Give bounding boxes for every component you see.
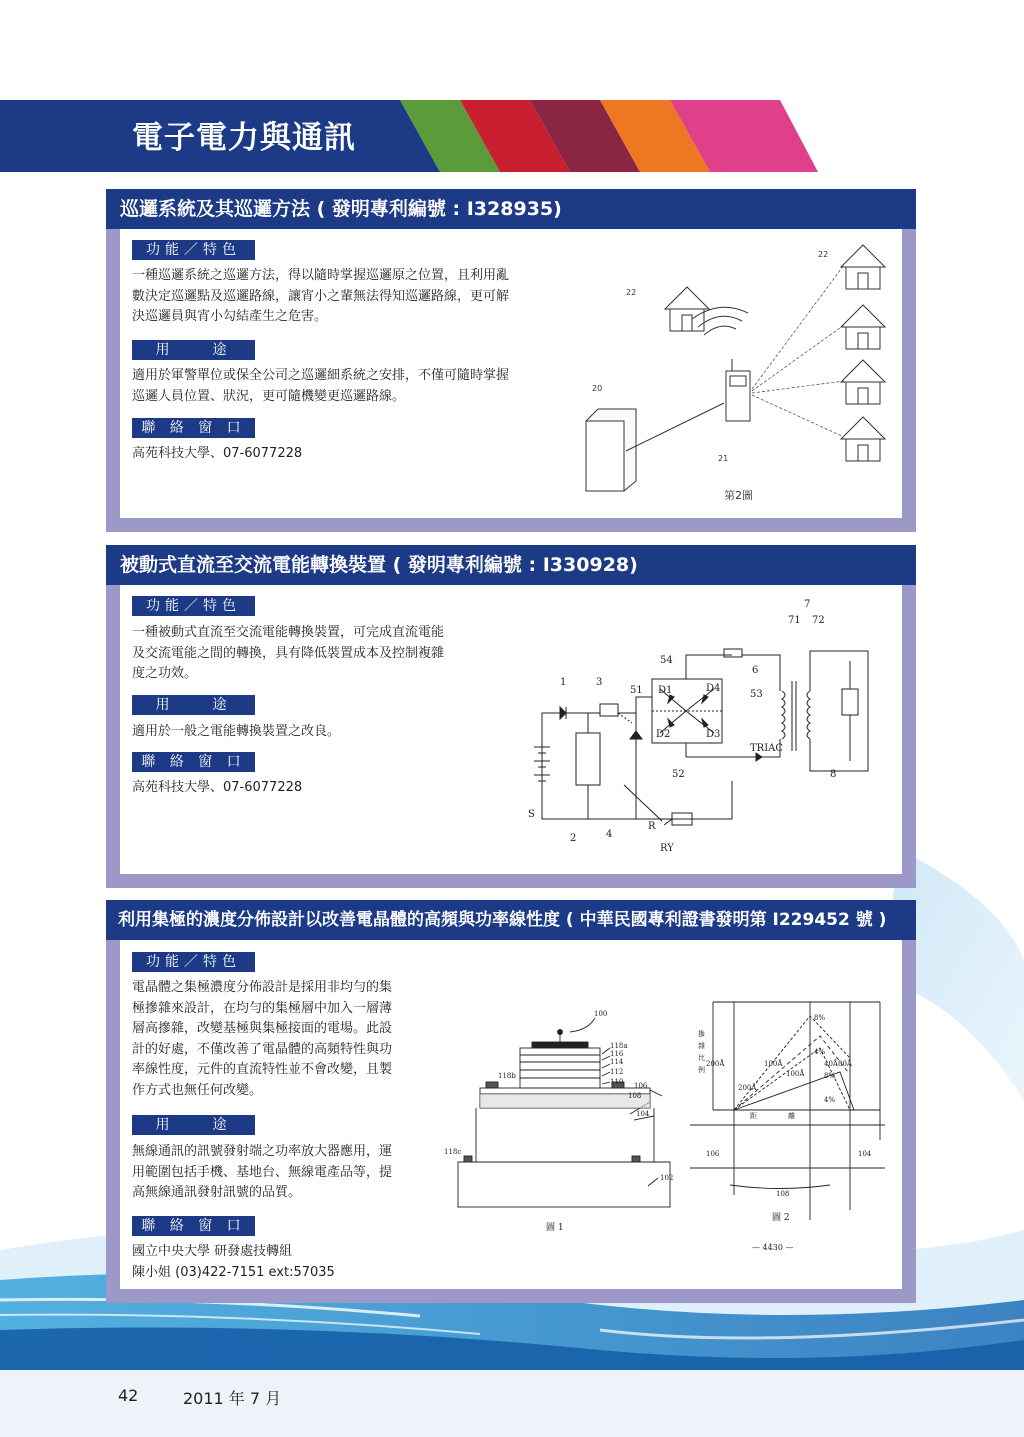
contact-tag: 聯 絡 窗 口 xyxy=(132,1216,255,1236)
patrol-system-figure xyxy=(120,229,902,519)
transistor-figures xyxy=(120,940,902,1290)
page-number: 42 xyxy=(118,1386,139,1405)
patent-card-patrol xyxy=(106,189,916,532)
fig-label: 54 xyxy=(660,655,673,666)
fig-label: D2 xyxy=(656,729,671,740)
figure-caption: 圖 1 xyxy=(546,1223,564,1233)
fig-label: 例 xyxy=(698,1066,705,1074)
feature-tag: 功能／特色 xyxy=(132,952,255,972)
fig-label: D3 xyxy=(706,729,721,740)
fig-label: 8% xyxy=(824,1072,836,1080)
card-title: 利用集極的濃度分佈設計以改善電晶體的高頻與功率線性度 ( 中華民國專利證書發明第 I229452 號 ) xyxy=(106,900,916,940)
fig-label: 51 xyxy=(630,685,643,696)
fig-label: 4% xyxy=(814,1048,826,1056)
feature-text: 一種被動式直流至交流電能轉換裝置，可完成直流電能 及交流電能之間的轉換，具有降低裝置成本及控制複雜 度之功效。 xyxy=(132,625,445,681)
fig-label: 8 xyxy=(830,769,837,780)
fig-label: 52 xyxy=(672,769,685,780)
fig-label: 雜 xyxy=(698,1042,705,1050)
use-text: 無線通訊的訊號發射端之功率放大器應用，運 用範圍包括手機、基地台、無線電產品等，提 高無線通訊發射訊號的品質。 xyxy=(132,1144,393,1200)
fig-label: R xyxy=(648,821,656,832)
feature-tag: 功能／特色 xyxy=(132,240,255,260)
contact-text: 國立中央大學 研發處技轉組 陳小姐 (03)422-7151 ext:57035 xyxy=(132,1244,335,1280)
fig-label: 6 xyxy=(752,665,759,676)
fig-label: 104 xyxy=(636,1110,650,1118)
fig-label: 22 xyxy=(626,288,637,297)
use-text: 適用於軍警單位或保全公司之巡邏細系統之安排，不僅可隨時掌握 巡邏人員位置、狀況，更可隨機變更巡邏路線。 xyxy=(132,368,510,404)
fig-label: 106 xyxy=(634,1082,648,1090)
fig-label: 80Å xyxy=(838,1060,852,1068)
fig-label: 108 xyxy=(628,1092,642,1100)
card-title: 被動式直流至交流電能轉換裝置 ( 發明專利編號 : I330928) xyxy=(106,545,916,585)
card-body xyxy=(120,229,902,518)
fig-label: 摻 xyxy=(698,1030,705,1038)
feature-text: 電晶體之集極濃度分佈設計是採用非均勻的集 極摻雜來設計，在均勻的集極層中加入一層薄 層高摻雜，改變基極與集極接面的電場。此設 計的好處，不僅改善了電晶體的高頻特性與功 率線性度，元件的直流特性並不會改變，且製 作方式也無任何改變。 xyxy=(132,980,393,1098)
figure-caption: 圖 2 xyxy=(772,1213,790,1223)
fig-label: 22 xyxy=(818,250,829,259)
use-text: 適用於一般之電能轉換裝置之改良。 xyxy=(132,724,341,739)
contact-text: 高苑科技大學、07-6077228 xyxy=(132,780,303,795)
fig-label: 112 xyxy=(610,1068,624,1076)
fig-label: 116 xyxy=(610,1050,624,1058)
use-tag: 用 途 xyxy=(132,340,255,360)
fig-label: 118b xyxy=(498,1072,516,1080)
use-tag: 用 途 xyxy=(132,1115,255,1135)
fig-label: 53 xyxy=(750,689,763,700)
fig-label: 104 xyxy=(858,1150,872,1158)
contact-tag: 聯 絡 窗 口 xyxy=(132,752,255,772)
fig-label: 118a xyxy=(610,1042,628,1050)
fig-label: TRIAC xyxy=(750,743,784,754)
fig-label: 106 xyxy=(706,1150,720,1158)
fig-label: 100 xyxy=(594,1010,608,1018)
section-banner xyxy=(0,100,820,172)
fig-label: 2 xyxy=(570,833,577,844)
use-tag: 用 途 xyxy=(132,695,255,715)
fig-label: 8% xyxy=(814,1014,826,1022)
contact-tag: 聯 絡 窗 口 xyxy=(132,418,255,438)
fig-label: 1 xyxy=(560,677,567,688)
fig-label: D1 xyxy=(658,685,673,696)
fig-label: 21 xyxy=(718,454,729,463)
fig-label: 4 xyxy=(606,829,613,840)
fig-label: 71 xyxy=(788,615,801,626)
card-title: 巡邏系統及其巡邏方法 ( 發明專利編號 : I328935) xyxy=(106,189,916,229)
fig-label: 102 xyxy=(660,1174,674,1182)
fig-label: 離 xyxy=(788,1112,795,1120)
card-body xyxy=(120,585,902,874)
fig-label: 距 xyxy=(750,1112,757,1120)
fig-label: 4% xyxy=(824,1096,836,1104)
fig-label: 40Å xyxy=(824,1060,838,1068)
section-title: 電子電力與通訊 xyxy=(132,120,356,156)
fig-label: 110 xyxy=(610,1078,624,1086)
fig-label: D4 xyxy=(706,683,721,694)
contact-text: 高苑科技大學、07-6077228 xyxy=(132,446,303,461)
fig-label: 200Å xyxy=(738,1084,757,1092)
fig-label: 72 xyxy=(812,615,825,626)
fig-label: 7 xyxy=(804,599,811,610)
feature-tag: 功能／特色 xyxy=(132,596,255,616)
patent-card-dc-ac xyxy=(106,545,916,888)
inverter-circuit-figure xyxy=(120,585,902,875)
fig-label: 108 xyxy=(776,1190,790,1198)
card-body xyxy=(120,940,902,1289)
page-ref: — 4430 — xyxy=(752,1243,794,1252)
feature-text: 一種巡邏系統之巡邏方法，得以隨時掌握巡邏原之位置，且利用亂 數決定巡邏點及巡邏路線，讓宵小之輩無法得知巡邏路線，更可解 決巡邏員與宵小勾結產生之危害。 xyxy=(132,268,510,324)
issue-date: 2011 年 7 月 xyxy=(183,1389,282,1408)
patent-card-transistor xyxy=(106,900,916,1303)
fig-label: 114 xyxy=(610,1058,624,1066)
fig-label: 3 xyxy=(596,677,603,688)
figure-caption: 第2圖 xyxy=(724,489,753,502)
fig-label: 118c xyxy=(444,1148,462,1156)
fig-label: S xyxy=(528,809,535,820)
fig-label: RY xyxy=(660,843,674,854)
fig-label: 200Å xyxy=(706,1060,725,1068)
fig-label: 100Å xyxy=(764,1060,783,1068)
fig-label: 100Å xyxy=(786,1070,805,1078)
fig-label: 20 xyxy=(592,384,603,393)
fig-label: 比 xyxy=(698,1054,705,1062)
